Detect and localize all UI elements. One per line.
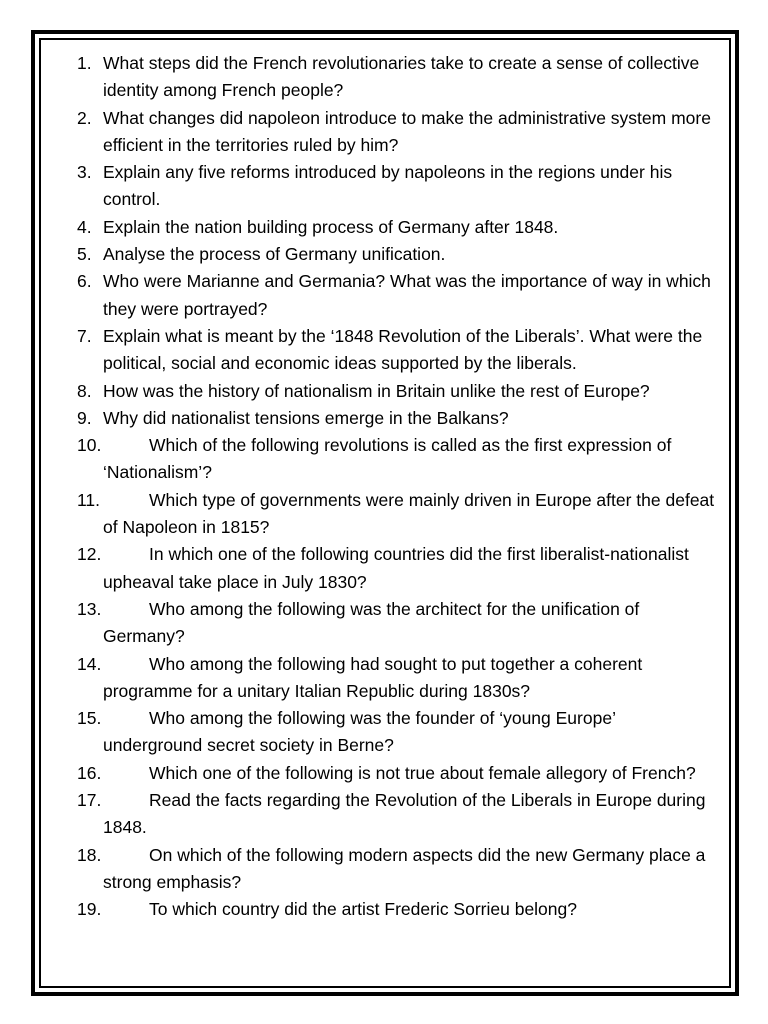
question-text: Who were Marianne and Germania? What was the importance of way in which they were portrayed?: [103, 271, 711, 319]
question-item: [77, 241, 717, 268]
page-border: [31, 30, 739, 996]
question-text: Who among the following had sought to put together a coherent programme for a unitary Italian Republic during 1830s?: [103, 653, 643, 701]
question-number: 14.: [77, 653, 102, 674]
question-item: [77, 378, 717, 405]
question-text: Which one of the following is not true about female allegory of French?: [149, 762, 696, 783]
question-item: [77, 432, 717, 487]
question-number: 16.: [77, 762, 102, 783]
question-text: Explain any five reforms introduced by napoleons in the regions under his control.: [103, 162, 673, 210]
question-item: [77, 842, 717, 897]
question-text: In which one of the following countries did the first liberalist-nationalist upheaval take place in July 1830?: [103, 544, 689, 592]
question-text: What changes did napoleon introduce to make the administrative system more efficient in the territories ruled by him?: [103, 107, 711, 155]
question-item: [77, 105, 717, 160]
question-item: [77, 651, 717, 706]
question-number: 18.: [77, 844, 102, 865]
question-text: On which of the following modern aspects did the new Germany place a strong emphasis?: [103, 844, 706, 892]
question-text: Analyse the process of Germany unification.: [103, 244, 446, 265]
question-item: [77, 541, 717, 596]
question-item: [77, 896, 717, 923]
question-item: [77, 760, 717, 787]
question-item: [77, 50, 717, 105]
page-inner-border: [39, 38, 731, 988]
question-number: 19.: [77, 899, 102, 920]
question-text: Who among the following was the founder of ‘young Europe’ underground secret society in Berne?: [103, 708, 616, 756]
question-list: [77, 50, 717, 924]
question-number: 9.: [77, 407, 92, 428]
question-item: [77, 323, 717, 378]
question-text: How was the history of nationalism in Britain unlike the rest of Europe?: [103, 380, 650, 401]
question-number: 12.: [77, 544, 102, 565]
question-text: Explain what is meant by the ‘1848 Revolution of the Liberals’. What were the political, social and economic ideas supported by the liberals.: [103, 325, 703, 374]
question-number: 15.: [77, 708, 102, 729]
question-text: Which type of governments were mainly driven in Europe after the defeat of Napoleon in 1815?: [103, 489, 715, 538]
question-text: What steps did the French revolutionaries take to create a sense of collective identity among French people?: [103, 53, 700, 101]
question-text: Which of the following revolutions is called as the first expression of ‘Nationalism’?: [103, 435, 672, 483]
question-text: Who among the following was the architect for the unification of Germany?: [103, 598, 640, 647]
question-item: [77, 268, 717, 323]
question-item: [77, 487, 717, 542]
question-number: 1.: [77, 53, 92, 73]
question-item: [77, 405, 717, 432]
question-text: Read the facts regarding the Revolution of the Liberals in Europe during 1848.: [103, 790, 706, 838]
question-number: 17.: [77, 790, 102, 811]
question-item: [77, 596, 717, 651]
question-number: 5.: [77, 244, 92, 265]
question-number: 3.: [77, 162, 92, 183]
question-item: [77, 787, 717, 842]
question-item: [77, 705, 717, 760]
question-item: [77, 214, 717, 241]
question-text: Explain the nation building process of Germany after 1848.: [103, 216, 559, 237]
question-number: 13.: [77, 598, 102, 619]
question-number: 4.: [77, 216, 92, 237]
question-text: To which country did the artist Frederic Sorrieu belong?: [149, 899, 577, 920]
question-number: 11.: [77, 489, 101, 510]
question-number: 2.: [77, 107, 92, 128]
question-item: [77, 159, 717, 214]
question-text: Why did nationalist tensions emerge in the Balkans?: [103, 407, 509, 428]
question-number: 6.: [77, 271, 92, 292]
question-number: 7.: [77, 325, 92, 346]
question-number: 10.: [77, 435, 102, 456]
question-number: 8.: [77, 380, 92, 401]
